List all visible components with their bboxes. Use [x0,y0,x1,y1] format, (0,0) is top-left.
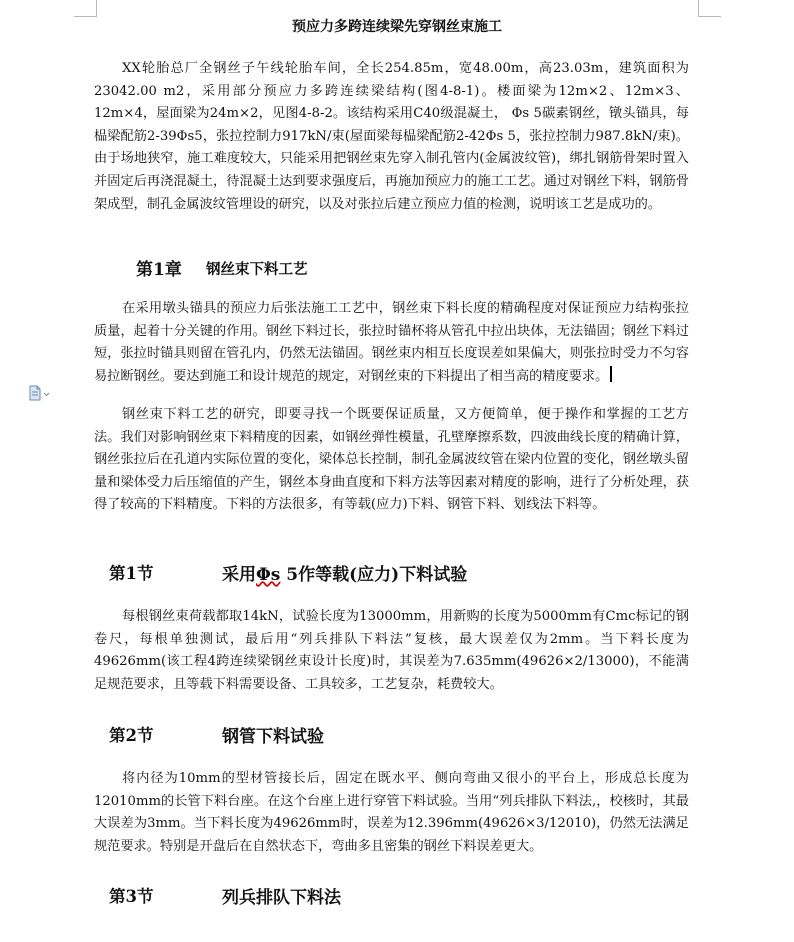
chapter-title: 钢丝束下料工艺 [206,261,308,278]
text-cursor [610,366,612,382]
chapter-paragraph-1[interactable] [94,298,689,388]
chapter-number: 第1章 [136,260,182,280]
page-corner-top-right [698,0,721,17]
chapter-paragraph-2[interactable]: 钢丝束下料工艺的研究，即要寻找一个既要保证质量，又方便简单，便于操作和掌握的工艺方法。我们对影响钢丝束下料精度的因素，如钢丝弹性模量，孔壁摩擦系数，四波曲线长度的精确计算，钢丝张拉后在孔道内实际位置的变化，梁体总长控制，制孔金属波纹管在梁内位置的变化，钢丝墩头留量和梁体受力后压缩值的产生，钢丝本身曲直度和下料方法等因素对精度的影响，进行了分析处理，获得了较高的下料精度。下料的方法很多，有等载(应力)下料、钢管下料、划线法下料等。 [94,407,689,513]
section-2-paragraph[interactable]: 将内径为10mm的型材管接长后，固定在既水平、侧向弯曲又很小的平台上，形成总长度为12010mm的长管下料台座。在这个台座上进行穿管下料试验。当用“列兵排队下料法,，校核时，其最大误差为3mm。当下料长度为49626mm时，误差为12.396mm(49626×3/12010)，仍然无法满足规范要求。特别是开盘后在自然状态下，弯曲多且密集的钢丝下料误差更大。 [94,771,689,854]
section-2-title: 钢管下料试验 [222,727,324,747]
section-2-number: 第2节 [109,726,154,745]
section-1-number: 第1节 [109,564,154,583]
document-comment-icon[interactable] [28,385,50,401]
section-3-number: 第3节 [109,887,154,906]
page-corner-top-left [74,0,97,17]
chapter-paragraph-1-text: 在采用墩头锚具的预应力后张法施工工艺中，钢丝束下料长度的精确程度对保证预应力结构张拉质量，起着十分关键的作用。钢丝下料过长，张拉时锚杯将从管孔中拉出块体，无法锚固；钢丝下料过短，张拉时锚具则留在管孔内，仍然无法锚固。钢丝束内相互长度误差如果偏大，则张拉时受力不匀容易拉断钢丝。要达到施工和设计规范的规定，对钢丝束的下料提出了相当高的精度要求。 [94,301,689,384]
document-title: 预应力多跨连续梁先穿钢丝束施工 [292,19,502,35]
section-1-paragraph[interactable]: 每根钢丝束荷载都取14kN，试验长度为13000mm，用新购的长度为5000mm有Cmc标记的钢卷尺，每根单独测试，最后用“列兵排队下料法”复核，最大误差仅为2mm。当下料长度为49626mm(该工程4跨连续梁钢丝束设计长度)时，其误差为7.635mm(49626×2/13000)，不能满足规范要求，且等载下料需要设备、工具较多，工艺复杂，耗费较大。 [94,609,689,692]
section-3-title: 列兵排队下料法 [222,888,341,908]
section-1-title: 采用Φs 5作等载(应力)下料试验 [222,565,468,585]
intro-paragraph[interactable]: XX轮胎总厂全钢丝子午线轮胎车间，全长254.85m，宽48.00m，高23.03m，建筑面积为23042.00 m2，采用部分预应力多跨连续梁结构(图4-8-1)。楼面梁为12m×2、12m×3、12m×4，屋面梁为24m×2，见图4-8-2。该结构采用C40级混凝土， Φs 5碳素钢丝，镦头锚具，每榀梁配筋2-39Φs5，张拉控制力917kN/束(屋面梁每榀梁配筋2-42Φs 5，张拉控制力987.8kN/束)。由于场地狭窄，施工难度较大，只能采用把钢丝束先穿入制孔管内(金属波纹管)，绑扎钢筋骨架时置入并固定后再浇混凝土，待混凝土达到要求强度后，再施加预应力的施工工艺。通过对钢丝下料，钢筋骨架成型，制孔金属波纹管埋设的研究，以及对张拉后建立预应力值的检测，说明该工艺是成功的。 [94,61,689,212]
spellcheck-underline: Φs [256,565,281,585]
